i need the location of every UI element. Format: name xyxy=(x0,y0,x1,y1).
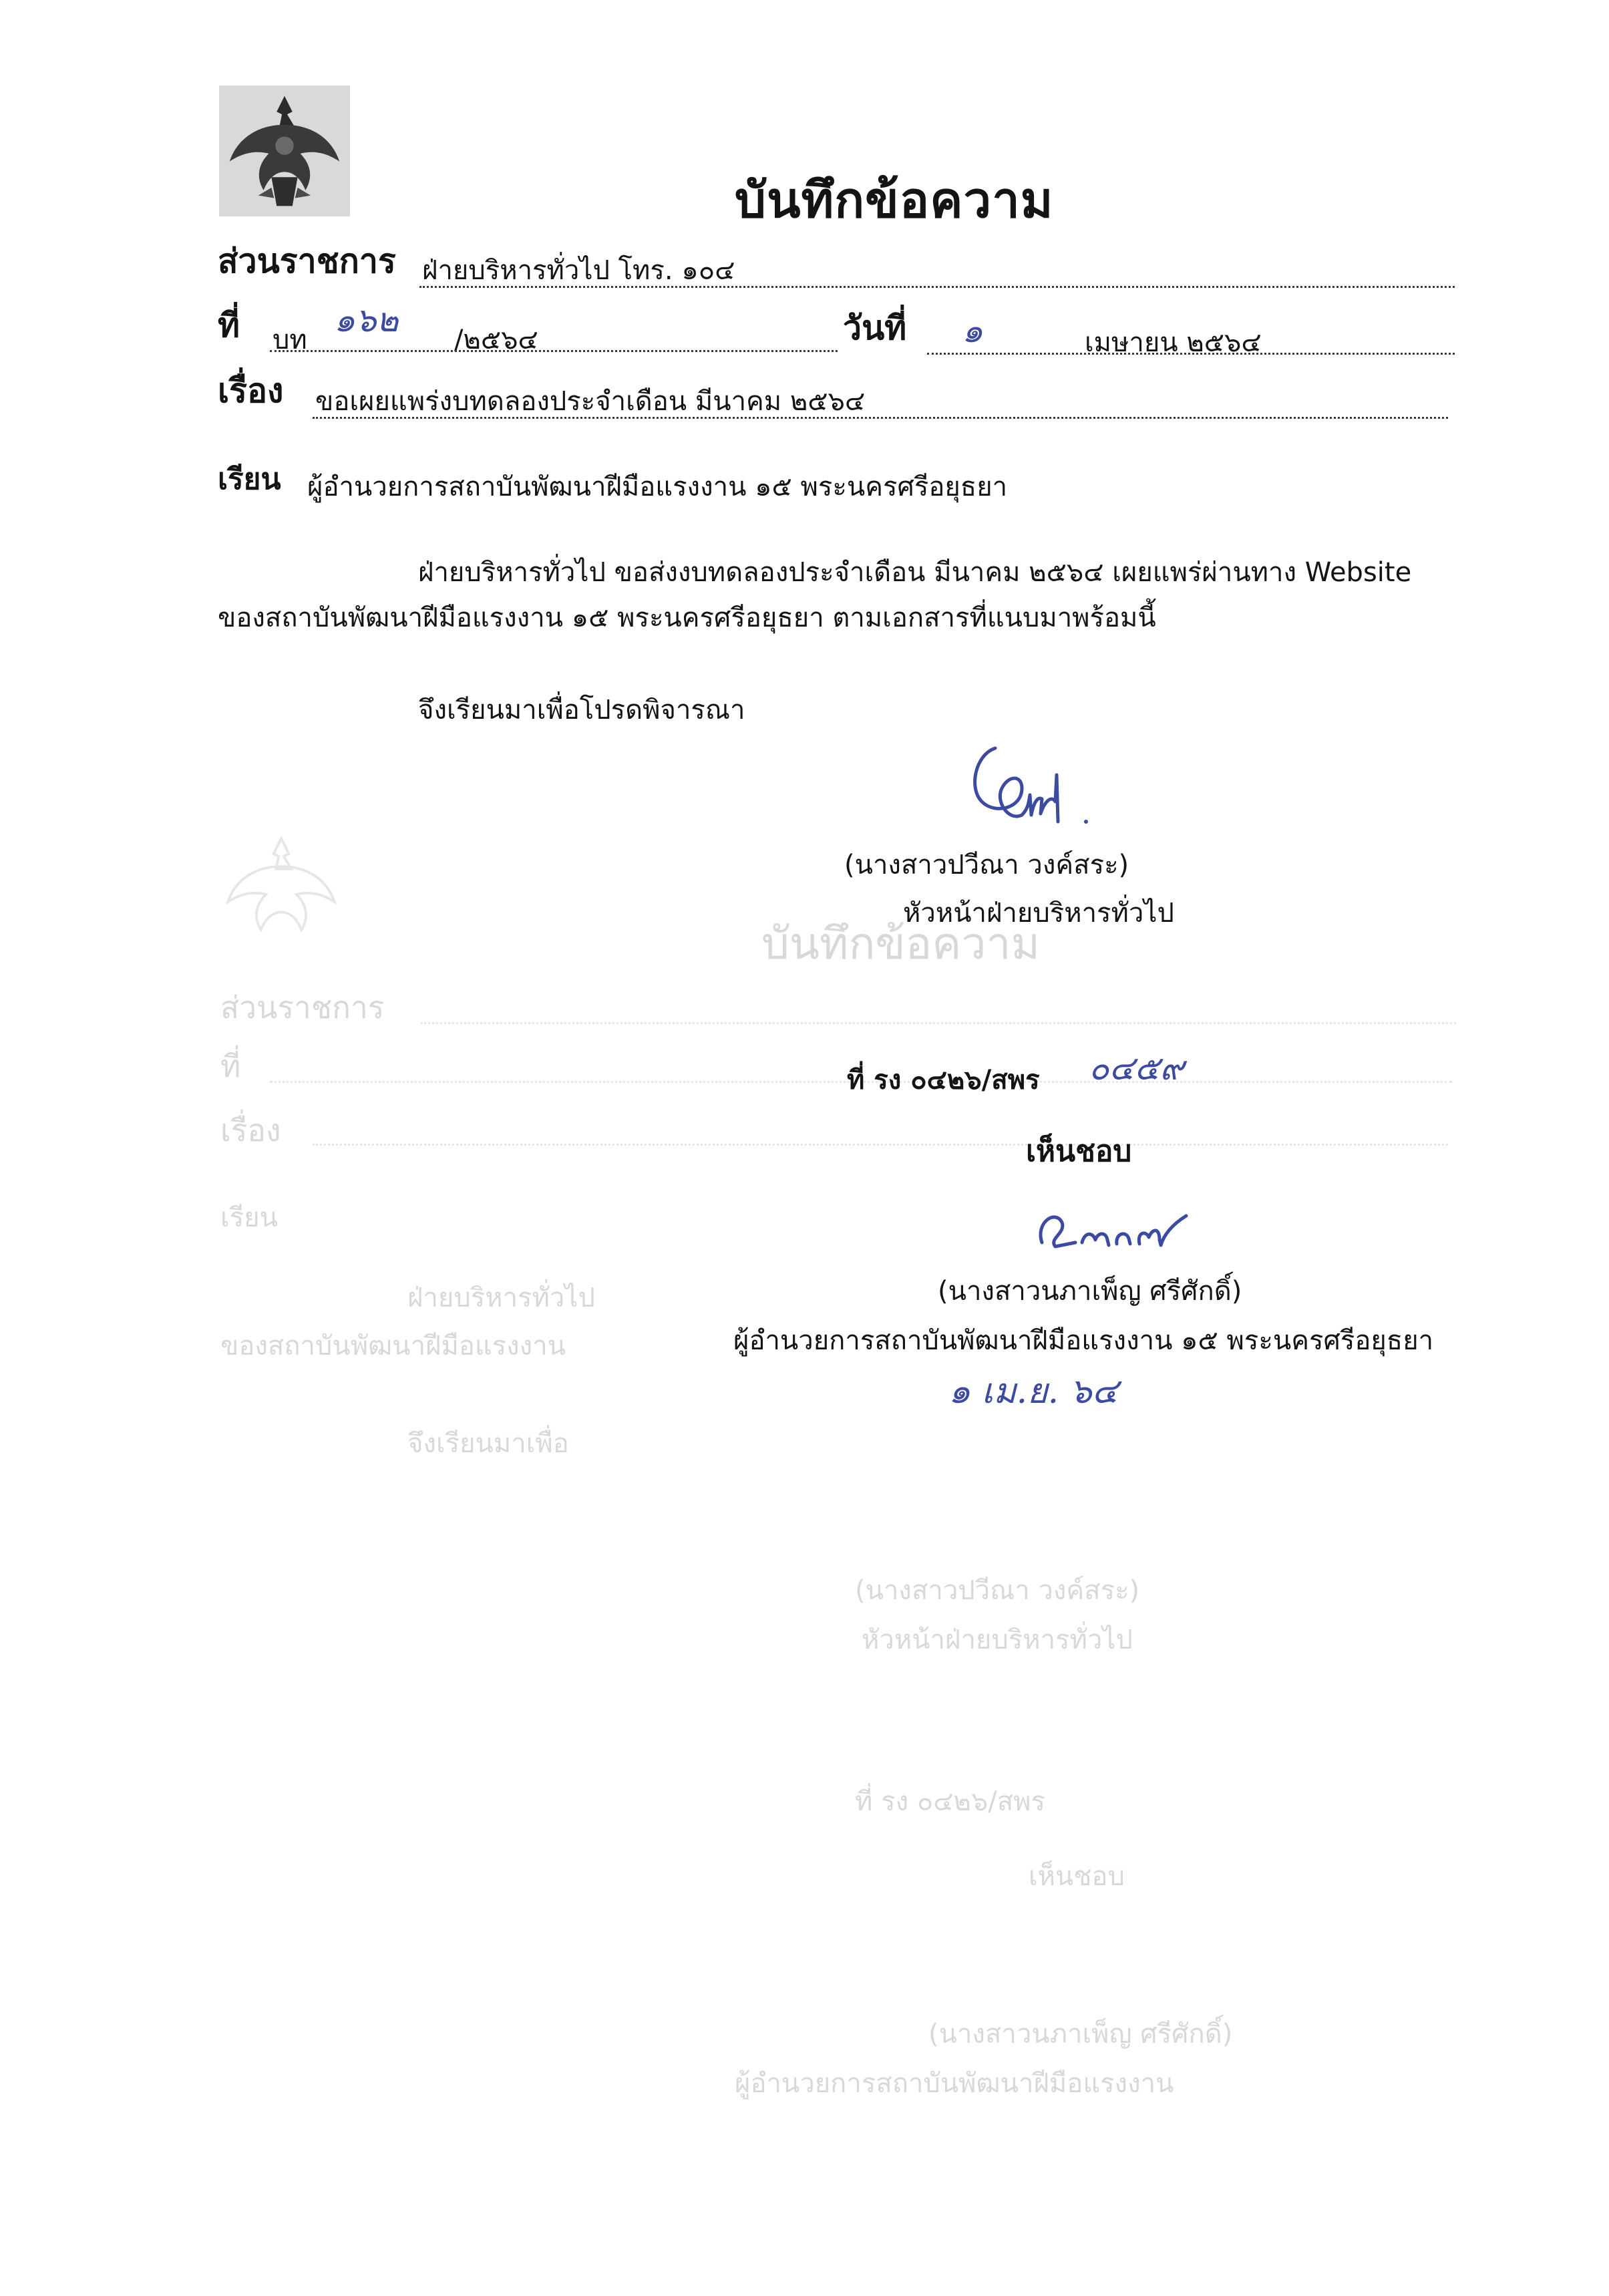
ghost-text: ของสถาบันพัฒนาฝีมือแรงงาน xyxy=(220,1331,566,1361)
approval-text: เห็นชอบ xyxy=(1026,1134,1132,1168)
date-dotted-line xyxy=(927,353,1455,355)
memo-title: บันทึกข้อความ xyxy=(735,172,1054,229)
subject-label: เรื่อง xyxy=(218,371,284,410)
ghost-text: จึงเรียนมาเพื่อ xyxy=(407,1428,569,1459)
ghost-text: เรื่อง xyxy=(220,1112,281,1148)
ghost-text: ที่ xyxy=(220,1048,241,1084)
ghost-text: บันทึกข้อความ xyxy=(761,918,1041,969)
ref-prefix: บท xyxy=(273,325,307,355)
subject-dotted-line xyxy=(313,417,1448,419)
signer-2-name: (นางสาวนภาเพ็ญ ศรีศักดิ์) xyxy=(938,1276,1242,1307)
ref-number-handwritten: ๑๖๒ xyxy=(334,301,399,339)
ghost-text: เรียน xyxy=(220,1202,278,1233)
signature-1-image xyxy=(955,735,1109,855)
to-label: เรียน xyxy=(218,462,281,496)
ghost-text: ที่ รง ๐๔๒๖/สพร xyxy=(855,1786,1045,1817)
ghost-line xyxy=(421,1022,1456,1024)
signer-2-title: ผู้อำนวยการสถาบันพัฒนาฝีมือแรงงาน ๑๕ พระนครศรีอยุธยา xyxy=(733,1325,1434,1356)
ghost-text: ฝ่ายบริหารทั่วไป xyxy=(407,1283,595,1313)
agency-label: ส่วนราชการ xyxy=(218,242,396,281)
ghost-text: (นางสาวนภาเพ็ญ ศรีศักดิ์) xyxy=(928,2019,1233,2049)
agency-dotted-line xyxy=(419,286,1455,288)
body-paragraph-line2: ของสถาบันพัฒนาฝีมือแรงงาน ๑๕ พระนครศรีอยุธยา ตามเอกสารที่แนบมาพร้อมนี้ xyxy=(218,603,1156,633)
ghost-text: (นางสาวปวีณา วงค์สระ) xyxy=(855,1575,1140,1606)
approval-date-handwritten: ๑ เม.ย. ๖๔ xyxy=(948,1371,1119,1412)
agency-value: ฝ่ายบริหารทั่วไป โทร. ๑๐๔ xyxy=(422,255,735,286)
ghost-text: ส่วนราชการ xyxy=(220,989,385,1025)
signer-1-title: หัวหน้าฝ่ายบริหารทั่วไป xyxy=(903,898,1174,929)
date-label: วันที่ xyxy=(843,309,907,347)
signature-2-image xyxy=(1029,1196,1202,1263)
ref-dotted-line xyxy=(270,350,838,352)
date-month-year: เมษายน ๒๕๖๔ xyxy=(1085,327,1262,358)
signer-1-name: (นางสาวปวีณา วงค์สระ) xyxy=(844,850,1129,880)
ghost-text: ผู้อำนวยการสถาบันพัฒนาฝีมือแรงงาน xyxy=(735,2068,1174,2099)
date-day-handwritten: ๑ xyxy=(962,311,983,350)
subject-value: ขอเผยแพร่งบทดลองประจำเดือน มีนาคม ๒๕๖๔ xyxy=(315,386,866,417)
ref-label: ที่ xyxy=(218,306,240,345)
ghost-emblem-icon xyxy=(218,828,345,955)
endorse-ref-handwritten: ๐๔๕๙ xyxy=(1089,1049,1184,1088)
ghost-text: หัวหน้าฝ่ายบริหารทั่วไป xyxy=(862,1625,1133,1655)
closing-line: จึงเรียนมาเพื่อโปรดพิจารณา xyxy=(418,695,745,725)
garuda-emblem-icon xyxy=(219,86,350,216)
to-value: ผู้อำนวยการสถาบันพัฒนาฝีมือแรงงาน ๑๕ พระนครศรีอยุธยา xyxy=(307,472,1008,502)
ref-year: /๒๕๖๔ xyxy=(454,325,538,355)
body-paragraph-line1: ฝ่ายบริหารทั่วไป ขอส่งงบทดลองประจำเดือน มีนาคม ๒๕๖๔ เผยแพร่ผ่านทาง Website xyxy=(418,557,1412,588)
endorse-ref-printed: ที่ รง ๐๔๒๖/สพร xyxy=(847,1065,1040,1096)
ghost-text: เห็นชอบ xyxy=(1029,1861,1125,1892)
ghost-line xyxy=(313,1144,1448,1146)
